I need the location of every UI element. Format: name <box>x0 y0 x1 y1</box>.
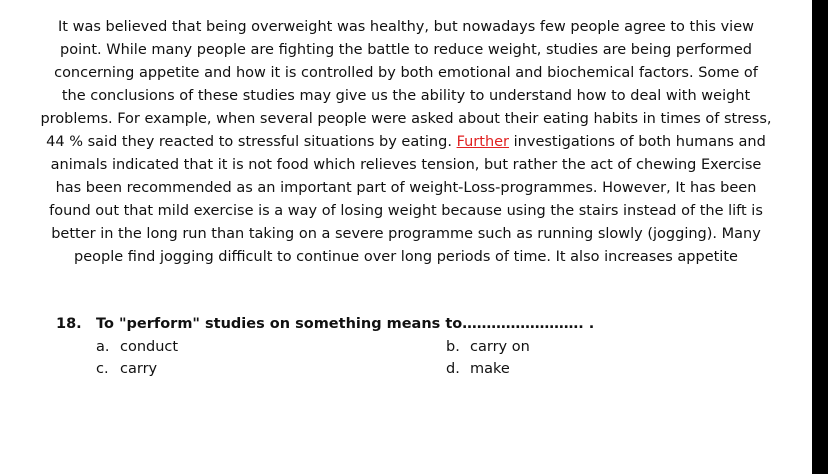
passage-line-10: better in the long run than taking on a severe programme such as running slowly (jogging). Many <box>51 226 761 242</box>
question-number: 18. <box>56 316 82 332</box>
passage-line-6-start: 44 % said they reacted to stressful situations by eating. <box>46 134 457 150</box>
passage-line-3: concerning appetite and how it is controlled by both emotional and biochemical factors. Some of <box>54 65 758 81</box>
option-d[interactable] <box>446 358 510 380</box>
passage-line-6-end: investigations of both humans and <box>509 134 766 150</box>
further-link[interactable]: Further <box>456 134 510 150</box>
question-text: To "perform" studies on something means to……………………. . <box>96 316 595 332</box>
passage-line-8: has been recommended as an important part of weight-Loss-programmes. However, It has been <box>55 180 757 196</box>
passage-line-2: point. While many people are fighting the battle to reduce weight, studies are being performed <box>60 42 752 58</box>
option-b-letter: b. <box>446 339 460 355</box>
passage-line-6 <box>0 131 812 154</box>
passage-line-4: the conclusions of these studies may give us the ability to understand how to deal with weight <box>61 88 751 104</box>
option-d-text: make <box>470 361 510 377</box>
passage-line-9: found out that mild exercise is a way of losing weight because using the stairs instead of the lift is <box>49 203 763 219</box>
reading-passage <box>0 16 812 269</box>
option-d-letter: d. <box>446 361 460 377</box>
passage-line-11: people find jogging difficult to continue over long periods of time. It also increases appetite <box>74 249 738 265</box>
option-a-letter: a. <box>96 339 110 355</box>
option-b[interactable] <box>446 336 530 358</box>
passage-line-1: It was believed that being overweight was healthy, but nowadays few people agree to this view <box>58 19 754 35</box>
passage-line-7: animals indicated that it is not food which relieves tension, but rather the act of chewing Exercise <box>50 157 762 173</box>
passage-line-5: problems. For example, when several people were asked about their eating habits in times of stress, <box>40 111 772 127</box>
question-18 <box>56 313 594 335</box>
option-a-text: conduct <box>120 339 179 355</box>
window-edge-bar <box>812 0 828 474</box>
option-b-text: carry on <box>470 339 530 355</box>
option-a[interactable] <box>96 336 178 358</box>
option-c-letter: c. <box>96 361 109 377</box>
option-c-text: carry <box>120 361 158 377</box>
option-c[interactable] <box>96 358 157 380</box>
